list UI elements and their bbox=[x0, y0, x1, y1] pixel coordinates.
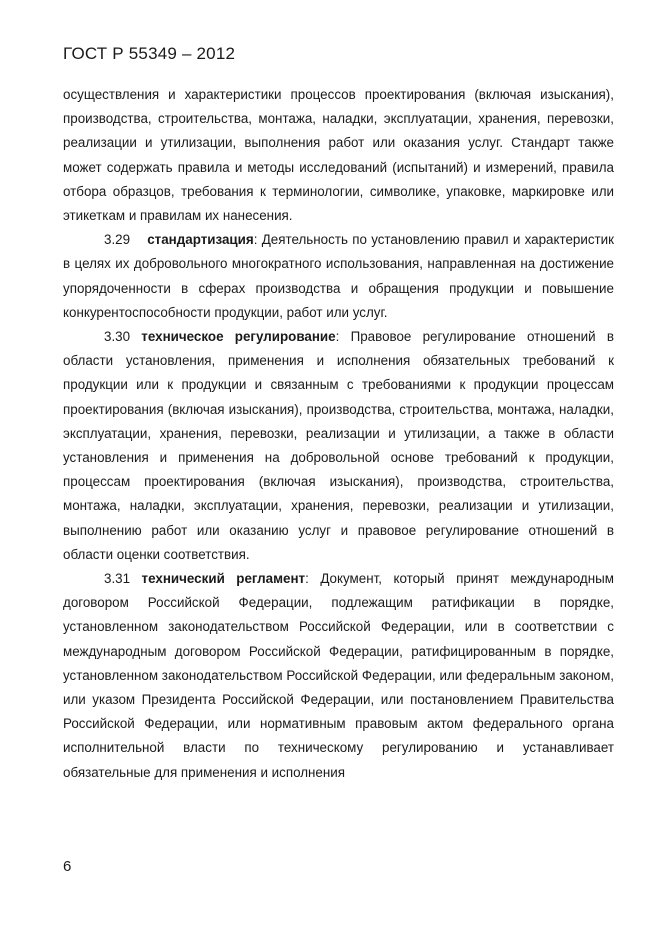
definition-text: Правовое регулирование отношений в области установления, применения и исполнения обязательных требований к продукции или к продукции и связанным с требованиями к продукции процессам проектирования (включая изыскания), производства, строительства, монтажа, наладки, эксплуатации, хранения, перевозки, реализации и утилизации, а также в области установления и применения на добровольной основе требований к продукции, процессам проектирования (включая изыскания), производства, строительства, монтажа, наладки, эксплуатации, хранения, перевозки, реализации и утилизации, выполнению работ или оказанию услуг и правовое регулирование отношений в области оценки соответствия. bbox=[63, 329, 614, 562]
definition-3-31 bbox=[63, 567, 614, 785]
defined-term: техническое регулирование bbox=[141, 329, 336, 345]
definition-3-29 bbox=[63, 228, 614, 325]
clause-number: 3.29 bbox=[104, 232, 131, 248]
clause-number: 3.30 bbox=[104, 329, 131, 345]
defined-term: стандартизация bbox=[147, 232, 254, 248]
term-separator: : bbox=[335, 329, 340, 345]
definition-text: Документ, который принят международным договором Российской Федерации, подлежащим ратификации в порядке, установленном законодательством Российской Федерации, или в соответствии с международным договором Российской Федерации, ратифицированным в порядке, установленном законодательством Российской Федерации, или федеральным законом, или указом Президента Российской Федерации, или постановлением Правительства Российской Федерации, или нормативным правовым актом федерального органа исполнительной власти по техническому регулированию и устанавливает обязательные для применения и исполнения bbox=[63, 571, 614, 780]
definition-text: Деятельность по установлению правил и характеристик в целях их добровольного многократного использования, направленная на достижение упорядоченности в сферах производства и обращения продукции и повышение конкурентоспособности продукции, работ или услуг. bbox=[63, 232, 614, 320]
term-separator: : bbox=[253, 232, 258, 248]
definition-3-30 bbox=[63, 325, 614, 567]
document-body bbox=[63, 83, 614, 785]
page-number: 6 bbox=[63, 858, 72, 875]
clause-number: 3.31 bbox=[104, 571, 131, 587]
defined-term: технический регламент bbox=[141, 571, 306, 587]
paragraph-text: осуществления и характеристики процессов проектирования (включая изыскания), производства, строительства, монтажа, наладки, эксплуатации, хранения, перевозки, реализации и утилизации, выполнения работ или оказания услуг. Стандарт также может содержать правила и методы исследований (испытаний) и измерений, правила отбора образцов, требования к терминологии, символике, упаковке, маркировке или этикеткам и правилам их нанесения. bbox=[63, 87, 614, 224]
paragraph-continuation bbox=[63, 83, 614, 228]
term-separator: : bbox=[305, 571, 309, 587]
document-header: ГОСТ Р 55349 – 2012 bbox=[63, 44, 236, 63]
